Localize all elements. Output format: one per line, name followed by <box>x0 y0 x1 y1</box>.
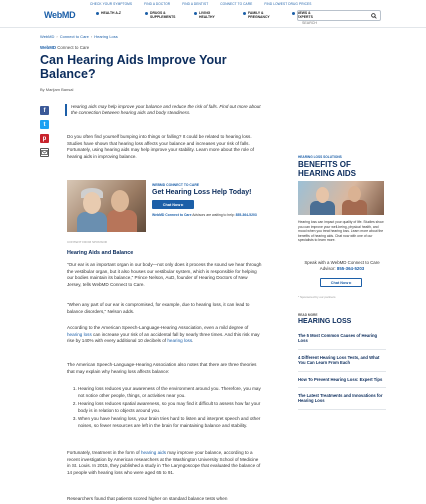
read-more-list <box>298 333 386 415</box>
search-input[interactable] <box>298 19 368 28</box>
facebook-icon[interactable]: f <box>40 106 49 115</box>
utility-link[interactable]: CONNECT TO CARE <box>220 2 253 6</box>
nav-item-drugs[interactable] <box>145 11 176 19</box>
bullet-icon <box>243 12 246 15</box>
read-more-title: HEARING LOSS <box>298 318 352 325</box>
rail-chat-button[interactable]: Chat Now ▸ <box>320 278 362 287</box>
hearing-loss-link[interactable]: hearing loss <box>167 338 193 344</box>
ad-text: WebMD Connect to Care Advisors are waiting to help: 855-364-5203 <box>152 213 257 217</box>
search-icon[interactable] <box>371 13 377 19</box>
nav-item-living-healthy[interactable] <box>194 11 225 19</box>
article-kicker: WebMD Connect to Care <box>40 45 90 50</box>
paragraph: The American Speech-Language-Hearing Association also notes that there are three theories that may explain why hearing loss affects balance: <box>67 362 257 374</box>
rail-photo <box>298 181 384 215</box>
bullet-icon <box>96 12 99 15</box>
bullet-icon <box>292 12 295 15</box>
rail-cta: Speak with a WebMD Connect to Care Advisor: 855-364-5203 <box>304 260 380 271</box>
read-more-link[interactable]: How To Prevent Hearing Loss: Expert Tips <box>298 377 386 388</box>
search-box <box>297 10 381 21</box>
read-more-link[interactable]: 4 Different Hearing Loss Tests, and What You Can Learn From Each <box>298 355 386 372</box>
hearing-aids-link[interactable]: hearing aids <box>140 450 166 455</box>
theories-list <box>78 386 268 432</box>
breadcrumb: WebMD › Connect to Care › Hearing Loss <box>40 34 118 39</box>
breadcrumb-link[interactable]: WebMD <box>40 34 55 39</box>
utility-link[interactable]: FIND A DOCTOR <box>144 2 171 6</box>
share-bar <box>40 106 49 157</box>
paragraph: "Our ear is an important organ in our body—not only does it process the sound we hear through the vestibular organ, but it also houses our vestibular system, which is responsible for helping our bodies maintain its balance," Prince Nelson, AuD, founder of Hearing Doctors of New Jersey, tells WebMD Connect to Care. <box>67 262 262 287</box>
rail-kicker: HEARING LOSS SOLUTIONS <box>298 155 342 159</box>
ad-phone[interactable]: 855-364-5203 <box>235 213 257 217</box>
site-header <box>0 0 426 28</box>
nav-label: NEWS & EXPERTS <box>297 11 313 19</box>
paragraph: "When any part of our ear is compromised, for example, due to hearing loss, it can lead to balance disorders," Nelson adds. <box>67 302 250 314</box>
main-nav <box>96 11 323 19</box>
paragraph: According to the American Speech-Language-Hearing Association, even a mild degree of hearing loss can increase your risk of an accidental fall by nearly three times. And this risk may rise by 140% with every additional 10 decibels of hearing loss. <box>67 325 260 344</box>
utility-link[interactable]: CHECK YOUR SYMPTOMS <box>90 2 133 6</box>
webmd-logo[interactable]: WebMD <box>44 10 76 20</box>
email-icon[interactable] <box>40 148 49 157</box>
nav-item-family[interactable] <box>243 11 274 19</box>
bullet-icon <box>145 12 148 15</box>
utility-link[interactable]: FIND LOWEST DRUG PRICES <box>264 2 312 6</box>
bullet-icon <box>194 12 197 15</box>
rail-body: Hearing loss can impact your quality of life. Studies show you can improve your well-being, physical health, and mood when you treat hearing loss. Learn more about the benefits of hearing aids. Chat now with one of our specialists to learn more. <box>298 220 384 243</box>
ad-kicker: WEBMD CONNECT TO CARE <box>152 183 200 187</box>
breadcrumb-link[interactable]: Connect to Care <box>59 34 89 39</box>
nav-label: FAMILY & PREGNANCY <box>248 11 270 19</box>
utility-link[interactable]: FIND A DENTIST <box>182 2 209 6</box>
ad-label: CONTENT FROM SPONSOR <box>67 240 107 244</box>
list-item: 1. Hearing loss reduces your awareness of the environment around you. Therefore, you may not notice other people, things, or activities near you. <box>78 386 268 399</box>
read-more-link[interactable]: The 5 Most Common Causes of Hearing Loss <box>298 333 386 350</box>
pinterest-icon[interactable]: p <box>40 134 49 143</box>
ad-title: Get Hearing Loss Help Today! <box>152 189 252 196</box>
rail-title: BENEFITS OF HEARING AIDS <box>298 160 356 178</box>
rail-footnote: * Sponsored by our partners <box>298 295 336 299</box>
list-item: 2. Hearing loss reduces spatial awareness, so you may find it difficult to assess how far your body is in relation to objects around you. <box>78 401 268 414</box>
nav-label: DRUGS & SUPPLEMENTS <box>150 11 176 19</box>
sponsor-ad[interactable] <box>67 180 258 232</box>
section-heading: Hearing Aids and Balance <box>67 250 134 256</box>
hearing-loss-link[interactable]: hearing loss <box>67 331 92 337</box>
read-more-link[interactable]: The Latest Treatments and Innovations for Hearing Loss <box>298 393 386 410</box>
read-more-kicker: READ MORE <box>298 313 318 317</box>
nav-label: HEALTH A-Z <box>101 11 121 15</box>
rail-phone[interactable]: 855-364-5203 <box>336 265 365 271</box>
paragraph: Researchers found that patients scored higher on standard balance tests when <box>67 496 228 501</box>
list-item: 3. When you have hearing loss, your brain tries hard to listen and interpret speech and other noises, so fewer resources are left in the brain for maintaining balance and stability. <box>78 416 268 429</box>
twitter-icon[interactable]: t <box>40 120 49 129</box>
breadcrumb-link[interactable]: Hearing Loss <box>94 34 118 39</box>
nav-item-health-a-z[interactable] <box>96 11 127 19</box>
paragraph: Fortunately, treatment in the form of hearing aids may improve your balance, according to a recent investigation by American researchers at the Washington University School of Medicine in St. Louis. In 2015, they published a study in The Laryngoscope that evaluated the balance of 14 people with hearing loss who were aged 65 to 91. <box>67 450 261 475</box>
nav-label: LIVING HEALTHY <box>199 11 215 19</box>
paragraph: Do you often find yourself bumping into things or falling? It could be related to hearing loss. Studies have shown that hearing loss affects your balance and increases your risk of falls. Fortunately, using hearing aids may help improve your stability. Learn more about the role of hearing aids in improving balance. <box>67 134 254 159</box>
chat-now-button[interactable]: Chat Now ▸ <box>152 200 194 209</box>
page-title: Can Hearing Aids Improve Your Balance? <box>40 53 227 81</box>
article-summary: Hearing aids may help improve your balance and reduce the risk of falls. Find out more about the connection between hearing aids and body steadiness. <box>65 104 261 116</box>
ad-photo <box>67 180 146 232</box>
byline: By Marijam Bansal <box>40 87 74 92</box>
